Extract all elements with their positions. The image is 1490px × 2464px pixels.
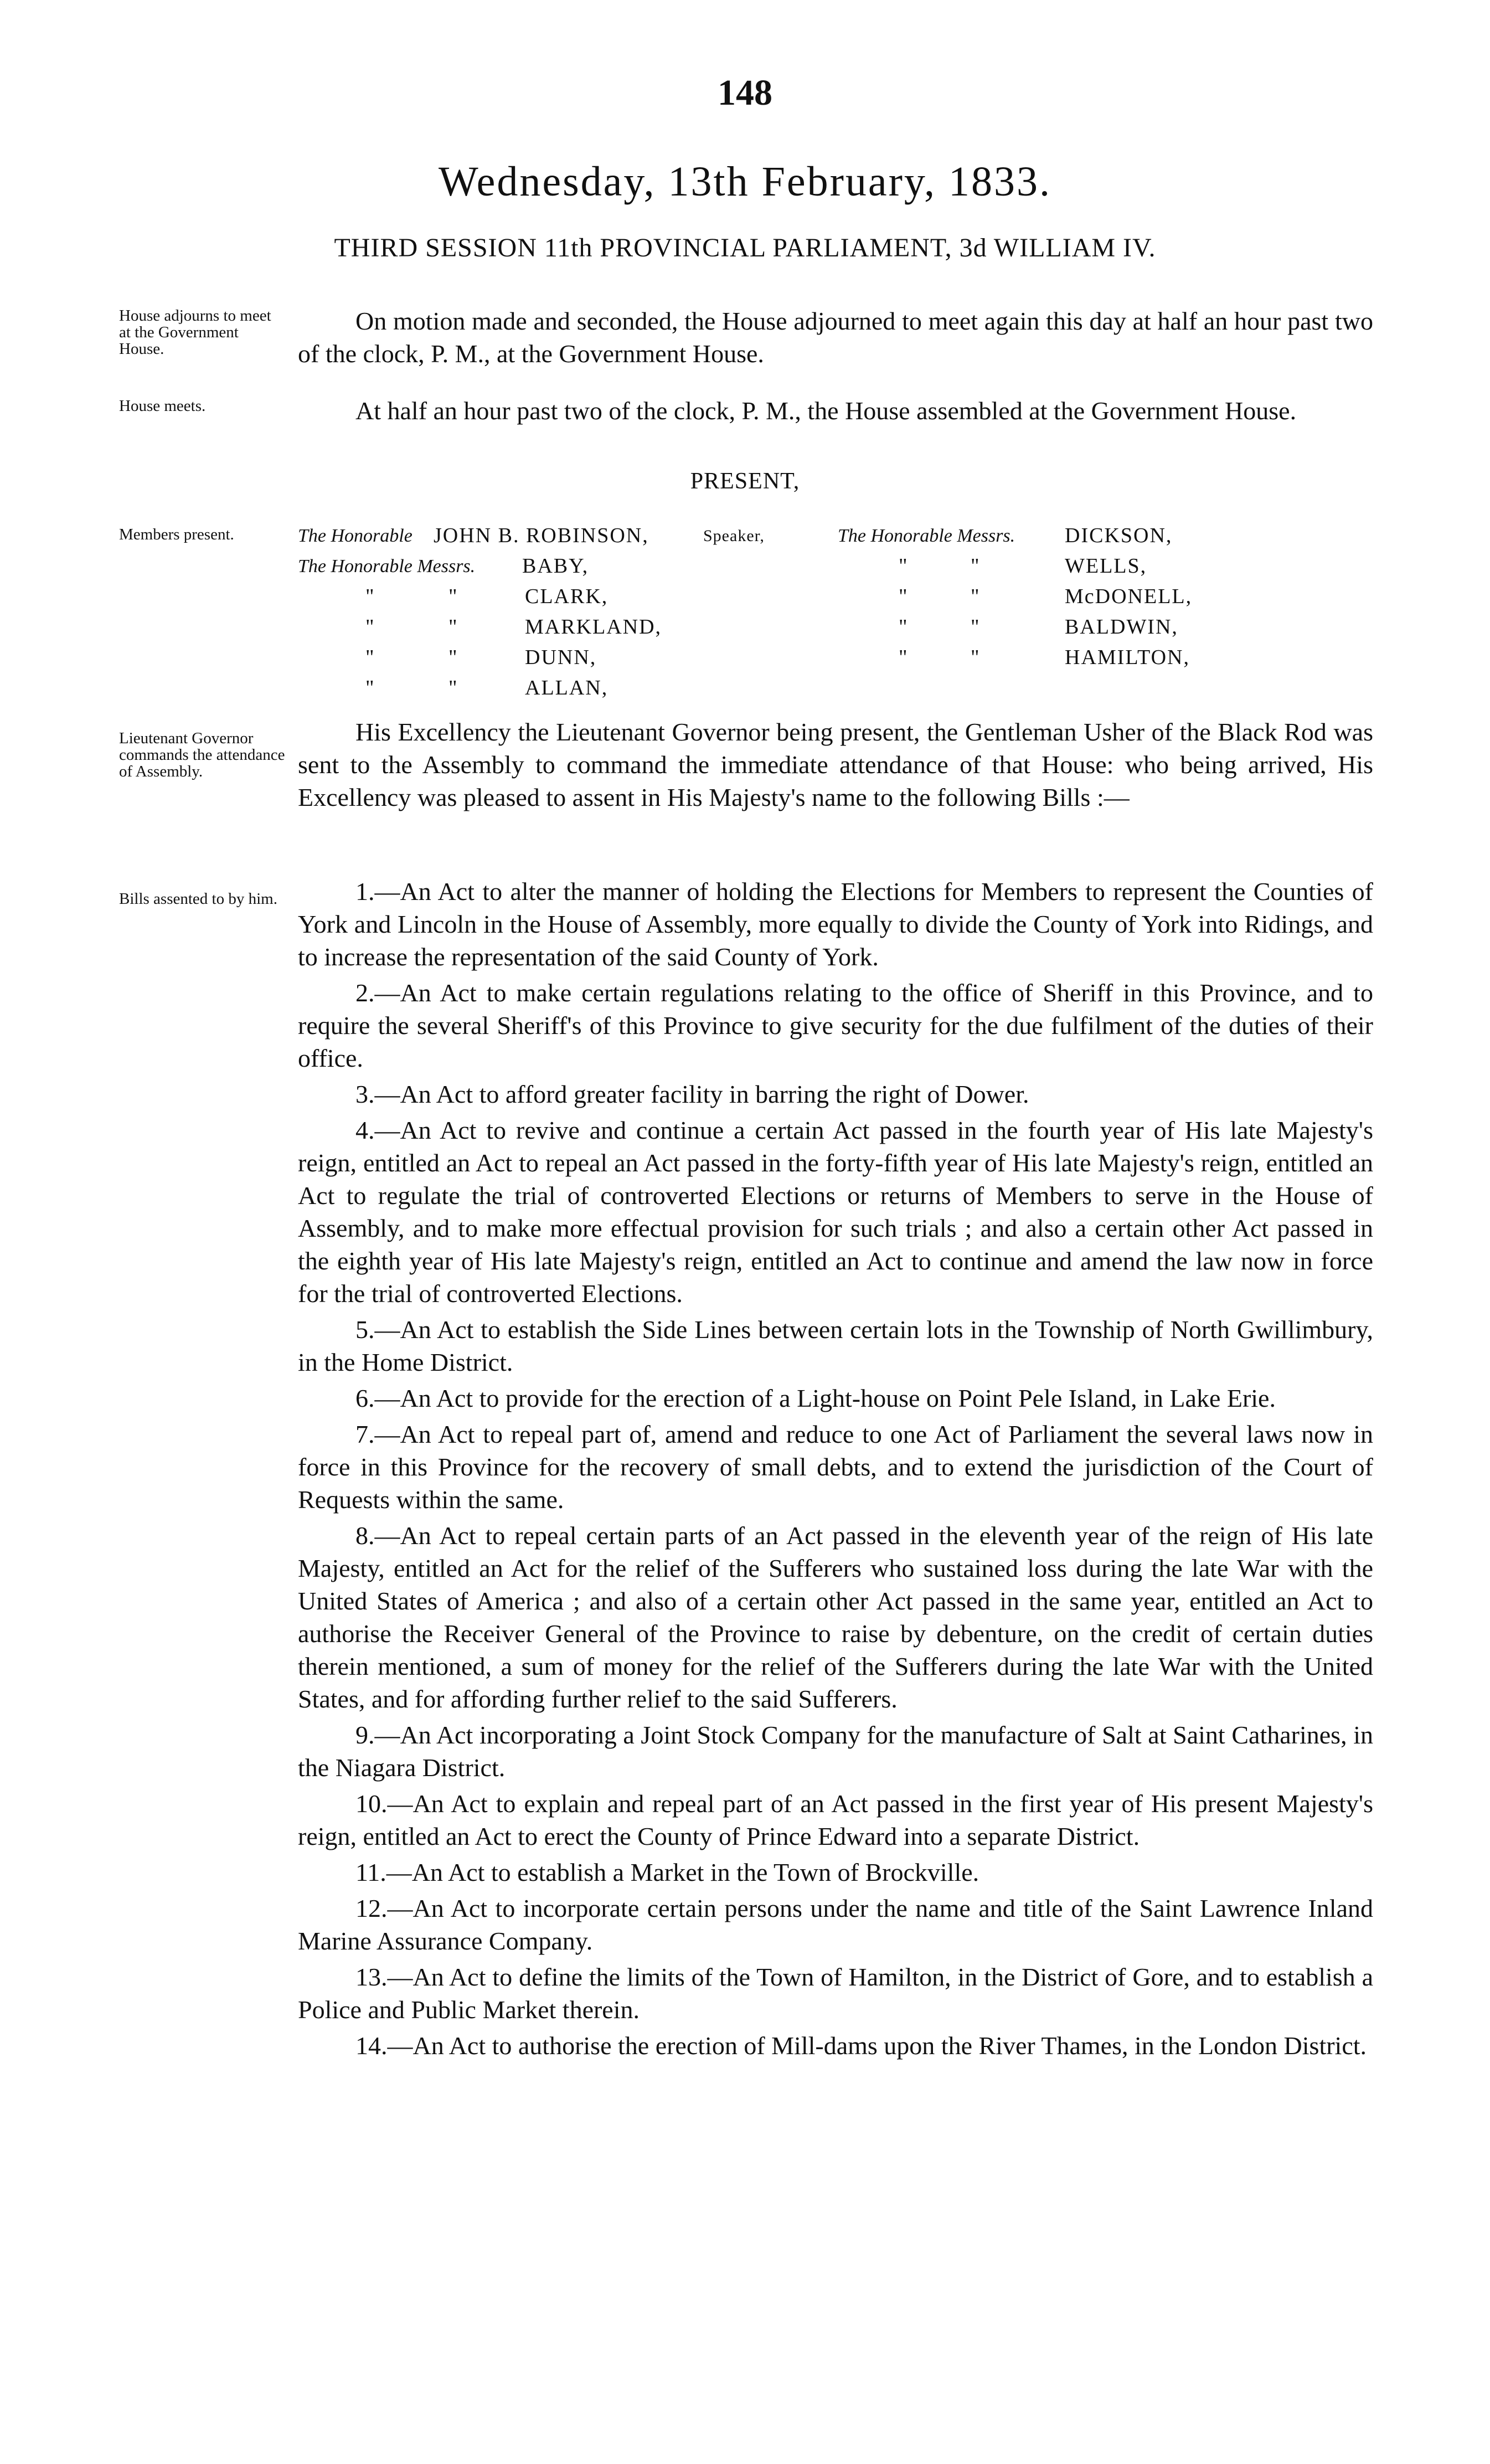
present-heading: PRESENT, — [690, 469, 800, 494]
margin-note-meets: House meets. — [119, 397, 206, 415]
act-item: 3.—An Act to afford greater facility in barring the right of Dower. — [355, 1080, 1029, 1108]
paragraph-assembled: At half an hour past two of the clock, P. M., the House assembled at the Government House. — [355, 397, 1297, 425]
margin-note-members: Members present. — [119, 526, 234, 543]
members-list — [298, 521, 1378, 703]
member-prefix: The Honorable Messrs. — [838, 526, 1015, 546]
session-title: THIRD SESSION 11th PROVINCIAL PARLIAMENT, 3d WILLIAM IV. — [334, 233, 1156, 263]
acts-list — [298, 875, 1373, 2065]
act-item: 13.—An Act to define the limits of the Town of Hamilton, in the District of Gore, and to establish a Police and Public Market therein. — [298, 1963, 1373, 2024]
member-name: BALDWIN, — [1065, 615, 1178, 639]
margin-note-adjourns: House adjourns to meet at the Government House. — [119, 307, 271, 358]
ditto-mark: " — [448, 585, 457, 608]
ditto-mark: " — [899, 646, 908, 669]
ditto-mark: " — [365, 585, 374, 608]
member-name: DICKSON, — [1065, 524, 1173, 547]
member-name: WELLS, — [1065, 554, 1147, 578]
ditto-mark: " — [971, 554, 979, 578]
member-row — [298, 612, 1378, 642]
ditto-mark: " — [365, 615, 374, 639]
act-item: 14.—An Act to authorise the erection of Mill-dams upon the River Thames, in the London District. — [355, 2031, 1367, 2060]
ditto-mark: " — [971, 585, 979, 608]
act-item: 10.—An Act to explain and repeal part of an Act passed in the first year of His present Majesty's reign, entitled an Act to erect the County of Prince Edward into a separate District. — [298, 1789, 1373, 1850]
act-item: 9.—An Act incorporating a Joint Stock Company for the manufacture of Salt at Saint Catharines, in the Niagara District. — [298, 1721, 1373, 1782]
member-name: JOHN B. ROBINSON, — [434, 524, 649, 547]
date-title: Wednesday, 13th February, 1833. — [438, 158, 1051, 205]
member-prefix: The Honorable Messrs. — [298, 556, 476, 577]
member-row — [298, 582, 1378, 612]
margin-note-lieutenant: Lieutenant Governor commands the attendance of Assembly. — [119, 729, 285, 780]
member-row — [298, 642, 1378, 673]
act-item: 8.—An Act to repeal certain parts of an Act passed in the eleventh year of the reign of His late Majesty, entitled an Act for the relief of the Sufferers who sustained loss during the late War with the United States of America ; and also of a certain other Act passed in the same year, entitled an Act to authorise the Receiver General of the Province to raise by debenture, on the credit of certain duties therein mentioned, a sum of money for the relief of the Sufferers during the late War with the United States, and for affording further relief to the said Sufferers. — [298, 1521, 1373, 1713]
ditto-mark: " — [365, 676, 374, 699]
act-item: 1.—An Act to alter the manner of holding the Elections for Members to represent the Counties of York and Lincoln in the House of Assembly, more equally to divide the County of York into Ridings, and to increase the representation of the said County of York. — [298, 877, 1373, 971]
paragraph-lieutenant: His Excellency the Lieutenant Governor being present, the Gentleman Usher of the Black Rod was sent to the Assembly to command the immediate attendance of that House: who being arrived, His Excellency was pleased to assent in His Majesty's name to the following Bills :— — [298, 718, 1373, 811]
act-item: 5.—An Act to establish the Side Lines between certain lots in the Township of North Gwillimbury, in the Home District. — [298, 1315, 1373, 1376]
act-item: 11.—An Act to establish a Market in the Town of Brockville. — [355, 1858, 979, 1886]
act-item: 6.—An Act to provide for the erection of a Light-house on Point Pele Island, in Lake Erie. — [355, 1384, 1276, 1412]
member-name: MARKLAND, — [525, 615, 662, 639]
page-number: 148 — [718, 73, 772, 113]
act-item: 7.—An Act to repeal part of, amend and reduce to one Act of Parliament the several laws now in force in this Province for the recovery of small debts, and to extend the jurisdiction of the Court of Requests within the same. — [298, 1420, 1373, 1514]
member-row — [298, 521, 1378, 551]
member-name: HAMILTON, — [1065, 646, 1190, 669]
member-name: BABY, — [522, 554, 589, 578]
member-row — [298, 673, 1378, 703]
ditto-mark: " — [448, 615, 457, 639]
ditto-mark: " — [899, 615, 908, 639]
member-prefix: The Honorable — [298, 526, 413, 546]
ditto-mark: " — [448, 646, 457, 669]
member-row — [298, 551, 1378, 582]
ditto-mark: " — [971, 646, 979, 669]
paragraph-motion: On motion made and seconded, the House adjourned to meet again this day at half an hour past two of the clock, P. M., at the Government House. — [298, 307, 1373, 368]
ditto-mark: " — [899, 585, 908, 608]
margin-note-bills: Bills assented to by him. — [119, 890, 277, 908]
act-item: 12.—An Act to incorporate certain persons under the name and title of the Saint Lawrence Inland Marine Assurance Company. — [298, 1894, 1373, 1955]
act-item: 4.—An Act to revive and continue a certain Act passed in the fourth year of His late Majesty's reign, entitled an Act to repeal an Act passed in the forty-fifth year of His late Majesty's reign, entitled an Act to regulate the trial of controverted Elections or returns of Members to serve in the House of Assembly, and to make more effectual provision for such trials ; and also a certain other Act passed in the eighth year of His late Majesty's reign, entitled an Act to continue and amend the law now in force for the trial of controverted Elections. — [298, 1116, 1373, 1308]
ditto-mark: " — [899, 554, 908, 578]
ditto-mark: " — [971, 615, 979, 639]
member-title: Speaker, — [703, 527, 765, 545]
act-item: 2.—An Act to make certain regulations relating to the office of Sheriff in this Province, and to require the several Sheriff's of this Province to give security for the due fulfilment of the duties of their office. — [298, 979, 1373, 1072]
member-name: McDONELL, — [1065, 585, 1193, 608]
ditto-mark: " — [448, 676, 457, 699]
member-name: CLARK, — [525, 585, 609, 608]
member-name: DUNN, — [525, 646, 597, 669]
ditto-mark: " — [365, 646, 374, 669]
member-name: ALLAN, — [525, 676, 609, 699]
